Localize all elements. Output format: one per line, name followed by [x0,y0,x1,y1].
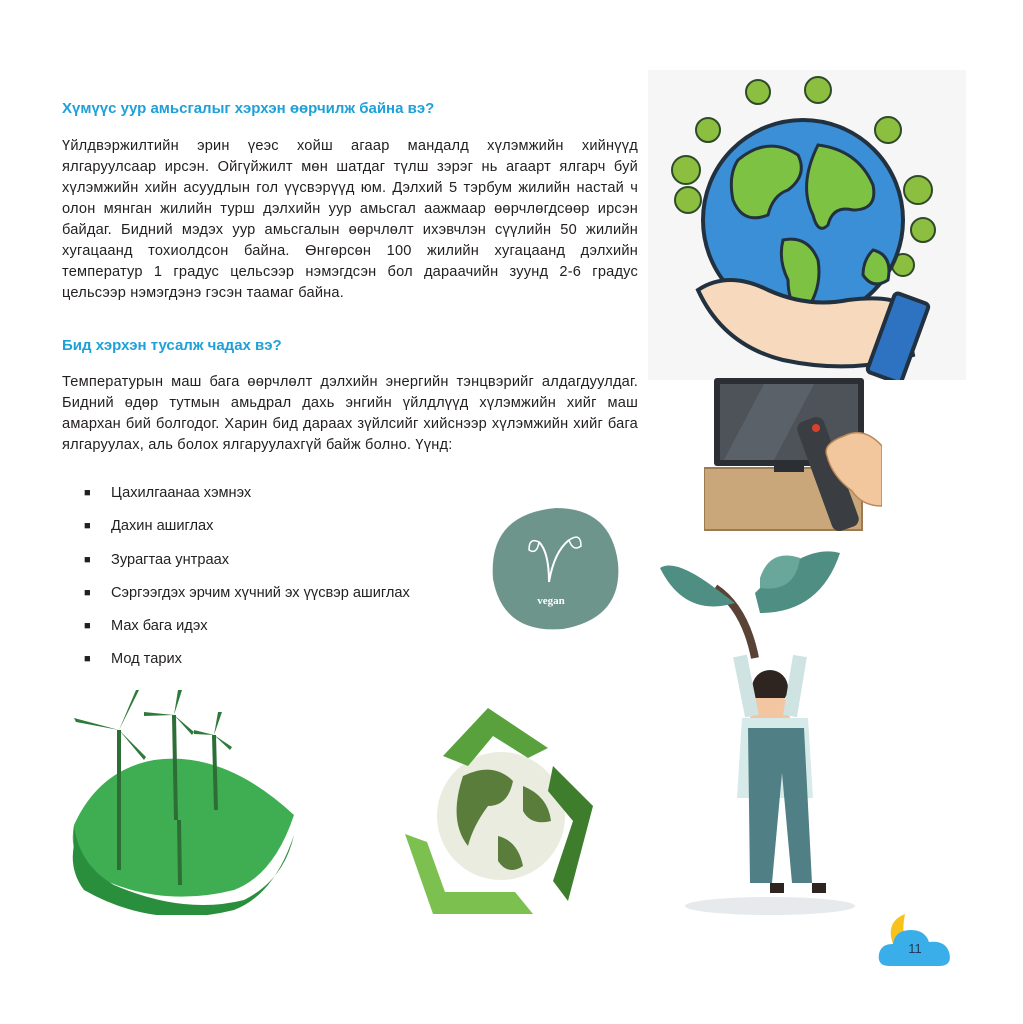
list-item: ■ Зурагтаа унтраах [84,551,229,568]
list-item: ■ Сэргээгдэх эрчим хүчний эх үүсвэр ашиглах [84,584,410,601]
list-item: ■ Мод тарих [84,651,182,668]
paragraph-how-to-help: Температурын маш бага өөрчлөлт дэлхийн энергийн тэнцвэрийг алдагдуулдаг. Бидний өдөр тутмын амьдрал дахь энгийн үйлдлүүд хүлэмжийн хийг маш амархан бий болгодог. Харин бид дараах зүйлсийг хийснээр хүлэмжийн хийг бага ялгаруулах, аль болох ялгаруулахгүй байж болно. Үүнд: [62,374,638,453]
vegan-sprout-icon [491,504,621,632]
vegan-label: vegan [537,595,565,607]
paragraph-climate-change: Үйлдвэржилтийн эрин үеэс хойш агаар мандалд хүлэмжийн хийнүүд ялгаруулсаар ирсэн. Ойгүйжилт мөн шатдаг түлш зэрэг нь агаарт ялгарч буй хүлэмжийн хийн асуудлын гол үүсвэрүүд юм. Дэлхий 5 тэрбум жилийн настай ч олон мянган жилийн турш дэлхийн уур амьсгал аажмаар өөрчлөгдсөөр ирсэн байдаг. Бидний мэдэх уур амьсгалын өөрчлөлт ихэвчлэн сүүлийн 50 жилийн хугацаанд тохиолдсон байна. Өнгөрсөн 100 жилийн хугацаанд дэлхийн температур 1 градус цельсээр нэмэгдсэн бол дараачийн зуунд 2-6 градус цельсээр нэмэгдэнэ гэсэн таамаг байна. [62,138,638,301]
recycle-globe-illustration [403,706,599,918]
person-holding-sprout-illustration [660,548,860,918]
cloud-moon-icon [877,910,955,968]
wind-turbines-illustration [64,690,299,915]
heading-how-to-help: Бид хэрхэн тусалж чадах вэ? [62,337,282,354]
action-list [84,484,410,684]
page-number: 11 [908,941,922,956]
list-item: ■ Цахилгаанаа хэмнэх [84,485,252,501]
heading-climate-change: Хүмүүс уур амьсгалыг хэрхэн өөрчилж байна вэ? [62,100,435,117]
list-item: ■ Дахин ашиглах [84,518,214,535]
earth-in-hand-illustration [648,70,966,380]
tv-remote-illustration [704,376,882,532]
list-item: ■ Мах бага идэх [84,618,208,635]
